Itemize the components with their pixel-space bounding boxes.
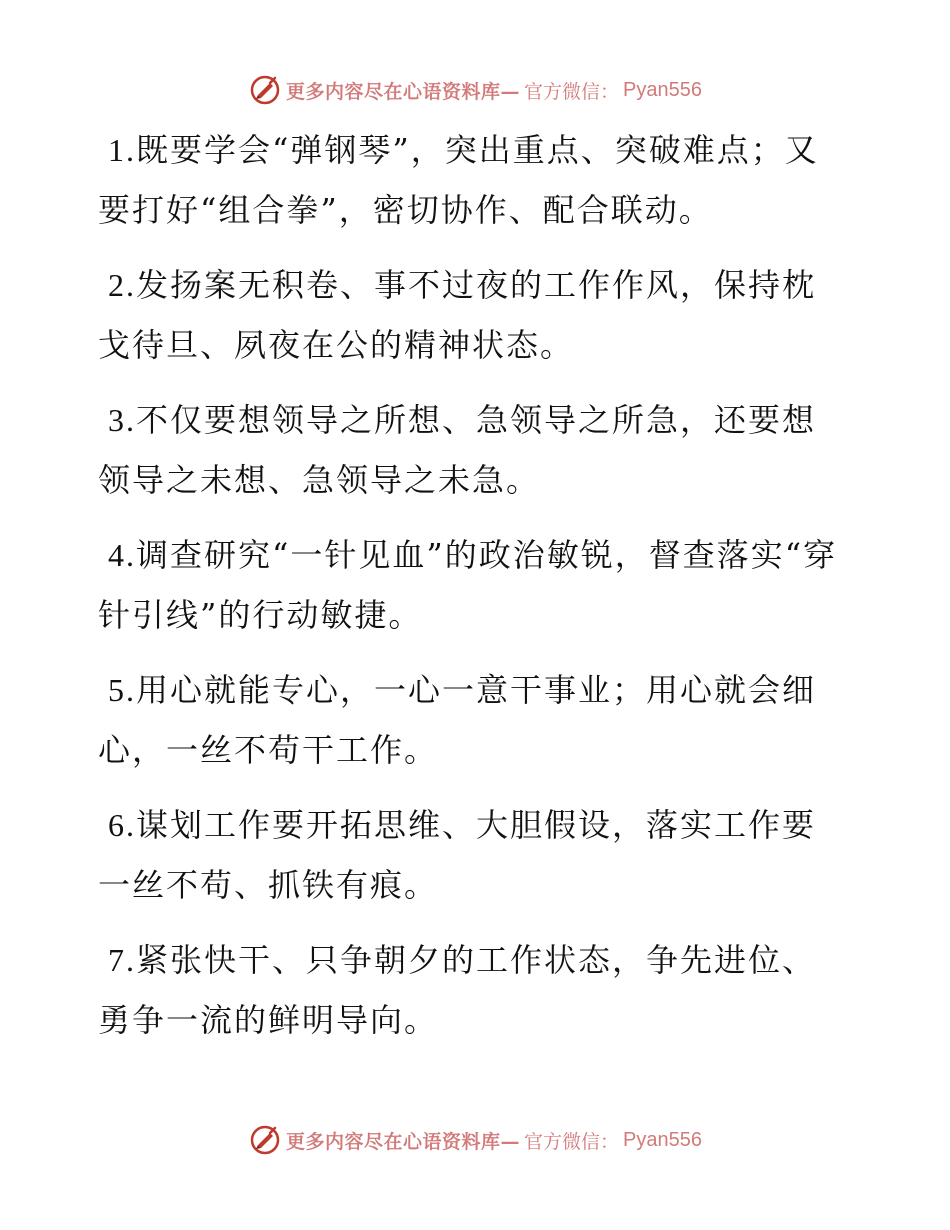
header-banner-inner bbox=[248, 73, 702, 107]
footer-wechat-id: Pyan556 bbox=[623, 1128, 702, 1151]
document-body bbox=[98, 120, 838, 1065]
pen-logo-icon bbox=[248, 73, 282, 107]
list-item-6 bbox=[98, 795, 838, 915]
list-item-4 bbox=[98, 525, 838, 645]
header-banner-text: 更多内容尽在心语资料库— bbox=[286, 80, 521, 103]
header-wechat-label: 官方微信： bbox=[524, 80, 620, 103]
item-number: 3. bbox=[108, 402, 136, 438]
list-item-1 bbox=[98, 120, 838, 240]
footer-banner-inner bbox=[248, 1123, 702, 1157]
item-text: 不仅要想领导之所想、急领导之所急，还要想领导之未想、急领导之未急。 bbox=[98, 401, 817, 499]
item-number: 2. bbox=[108, 267, 136, 303]
item-number: 7. bbox=[108, 942, 136, 978]
item-text: 紧张快干、只争朝夕的工作状态，争先进位、勇争一流的鲜明导向。 bbox=[98, 941, 817, 1039]
item-number: 5. bbox=[108, 672, 136, 708]
pen-logo-icon bbox=[248, 1123, 282, 1157]
list-item-5 bbox=[98, 660, 838, 780]
header-wechat-id: Pyan556 bbox=[623, 78, 702, 101]
item-text: 发扬案无积卷、事不过夜的工作作风，保持枕戈待旦、夙夜在公的精神状态。 bbox=[98, 266, 817, 364]
item-text: 既要学会“弹钢琴”，突出重点、突破难点；又要打好“组合拳”，密切协作、配合联动。 bbox=[98, 131, 819, 229]
item-number: 1. bbox=[108, 132, 136, 168]
item-number: 4. bbox=[108, 537, 136, 573]
header-banner bbox=[0, 70, 950, 110]
footer-wechat-label: 官方微信： bbox=[524, 1130, 620, 1153]
item-number: 6. bbox=[108, 807, 136, 843]
list-item-7 bbox=[98, 930, 838, 1050]
item-text: 用心就能专心，一心一意干事业；用心就会细心，一丝不苟干工作。 bbox=[98, 671, 817, 769]
item-text: 调查研究“一针见血”的政治敏锐，督查落实“穿针引线”的行动敏捷。 bbox=[98, 536, 838, 634]
footer-banner bbox=[0, 1120, 950, 1160]
item-text: 谋划工作要开拓思维、大胆假设，落实工作要一丝不苟、抓铁有痕。 bbox=[98, 806, 817, 904]
footer-banner-text: 更多内容尽在心语资料库— bbox=[286, 1130, 521, 1153]
list-item-3 bbox=[98, 390, 838, 510]
list-item-2 bbox=[98, 255, 838, 375]
